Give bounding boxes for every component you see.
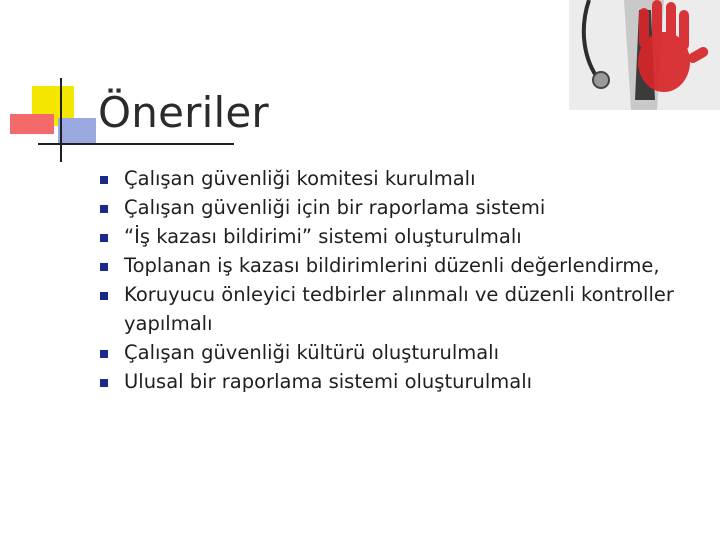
list-item-text: Koruyucu önleyici tedbirler alınmalı ve düzenli kontroller yapılmalı [124,283,674,335]
list-item-text: Çalışan güvenliği komitesi kurulmalı [124,167,476,190]
square-bullet-icon [100,292,108,300]
list-item [100,193,710,222]
list-item [100,280,710,338]
title-underline [38,143,234,145]
doctor-photo-image [569,0,720,110]
recommendations-list [100,164,710,396]
title-ornament-vertical-line [60,78,62,162]
slide-title: Öneriler [98,88,269,137]
list-item-text: Çalışan güvenliği kültürü oluşturulmalı [124,341,500,364]
list-item [100,338,710,367]
title-ornament-blue-square [58,118,96,144]
square-bullet-icon [100,176,108,184]
list-item [100,251,710,280]
list-item-text: “İş kazası bildirimi” sistemi oluşturulmalı [124,225,522,248]
square-bullet-icon [100,234,108,242]
doctor-photo-icon [569,0,720,110]
list-item [100,222,710,251]
list-item [100,164,710,193]
list-item-text: Çalışan güvenliği için bir raporlama sistemi [124,196,546,219]
square-bullet-icon [100,350,108,358]
list-item [100,367,710,396]
list-item-text: Ulusal bir raporlama sistemi oluşturulmalı [124,370,533,393]
square-bullet-icon [100,379,108,387]
square-bullet-icon [100,263,108,271]
list-item-text: Toplanan iş kazası bildirimlerini düzenli değerlendirme, [124,254,660,277]
title-ornament-red-bar [10,114,54,134]
square-bullet-icon [100,205,108,213]
